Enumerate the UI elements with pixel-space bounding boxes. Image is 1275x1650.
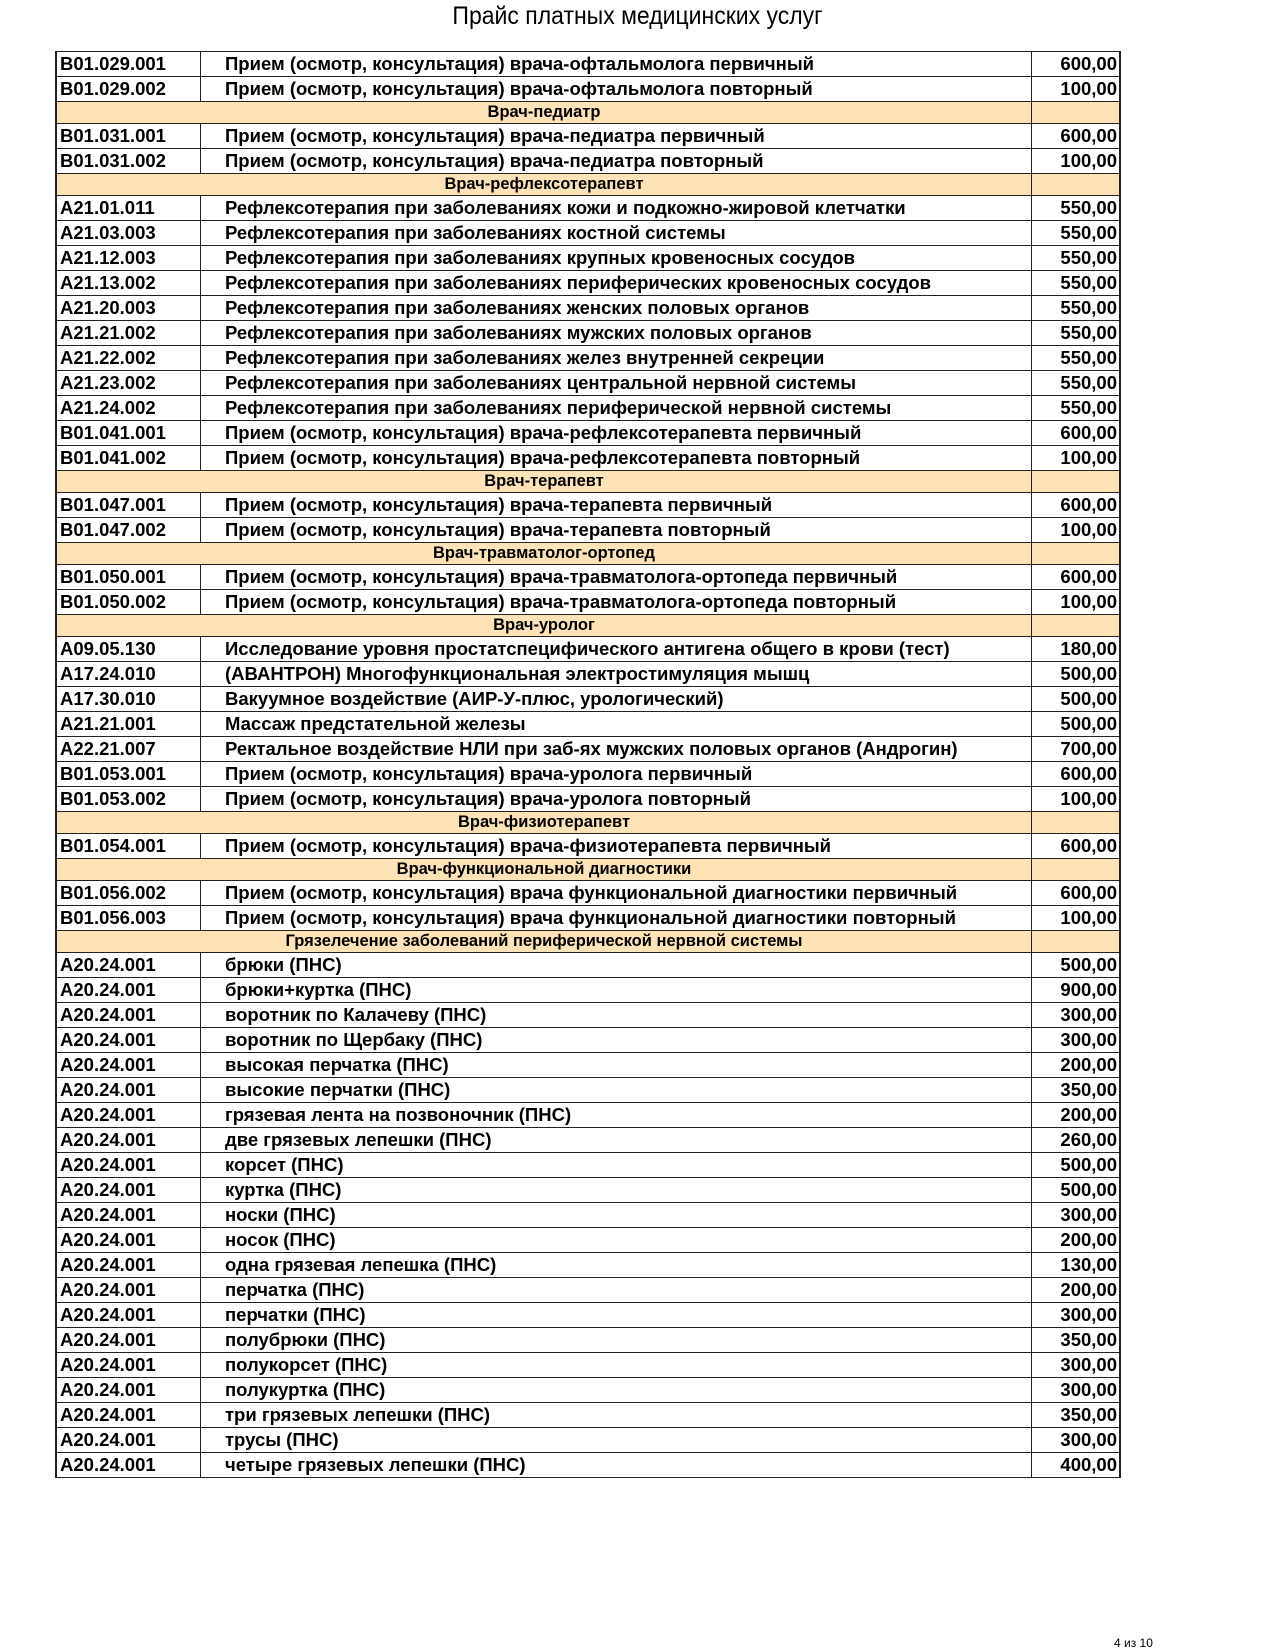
service-code: A21.23.002 bbox=[56, 371, 201, 396]
service-name: Прием (осмотр, консультация) врача функциональной диагностики первичный bbox=[201, 881, 1032, 906]
service-code: A20.24.001 bbox=[56, 1353, 201, 1378]
section-title: Врач-терапевт bbox=[56, 471, 1032, 493]
page-title: Прайс платных медицинских услуг bbox=[452, 2, 823, 30]
service-name: одна грязевая лепешка (ПНС) bbox=[201, 1253, 1032, 1278]
service-code: A21.22.002 bbox=[56, 346, 201, 371]
service-name: Прием (осмотр, консультация) врача-физиотерапевта первичный bbox=[201, 834, 1032, 859]
service-name: Рефлексотерапия при заболеваниях крупных кровеносных сосудов bbox=[201, 246, 1032, 271]
service-code: B01.029.002 bbox=[56, 77, 201, 102]
service-price: 130,00 bbox=[1032, 1253, 1121, 1278]
service-price: 550,00 bbox=[1032, 321, 1121, 346]
table-row bbox=[56, 1403, 1120, 1428]
service-code: A20.24.001 bbox=[56, 1103, 201, 1128]
service-code: B01.050.001 bbox=[56, 565, 201, 590]
service-price: 200,00 bbox=[1032, 1103, 1121, 1128]
service-price: 500,00 bbox=[1032, 1153, 1121, 1178]
service-code: A20.24.001 bbox=[56, 1403, 201, 1428]
table-row bbox=[56, 590, 1120, 615]
service-name: куртка (ПНС) bbox=[201, 1178, 1032, 1203]
service-price: 700,00 bbox=[1032, 737, 1121, 762]
price-table-body bbox=[56, 52, 1120, 1478]
service-name: Прием (осмотр, консультация) врача-уролога первичный bbox=[201, 762, 1032, 787]
service-price: 300,00 bbox=[1032, 1353, 1121, 1378]
section-title: Грязелечение заболеваний периферической нервной системы bbox=[56, 931, 1032, 953]
service-name: полукорсет (ПНС) bbox=[201, 1353, 1032, 1378]
table-row bbox=[56, 321, 1120, 346]
service-code: B01.029.001 bbox=[56, 52, 201, 77]
service-name: брюки+куртка (ПНС) bbox=[201, 978, 1032, 1003]
table-row bbox=[56, 1278, 1120, 1303]
service-name: Рефлексотерапия при заболеваниях кожи и подкожно-жировой клетчатки bbox=[201, 196, 1032, 221]
service-price: 550,00 bbox=[1032, 246, 1121, 271]
service-price: 600,00 bbox=[1032, 881, 1121, 906]
table-row bbox=[56, 687, 1120, 712]
service-name: корсет (ПНС) bbox=[201, 1153, 1032, 1178]
section-header-row bbox=[56, 174, 1120, 196]
service-code: A20.24.001 bbox=[56, 1053, 201, 1078]
service-code: A21.24.002 bbox=[56, 396, 201, 421]
service-name: перчатка (ПНС) bbox=[201, 1278, 1032, 1303]
service-price: 200,00 bbox=[1032, 1278, 1121, 1303]
service-price: 500,00 bbox=[1032, 1178, 1121, 1203]
service-name: трусы (ПНС) bbox=[201, 1428, 1032, 1453]
service-price: 350,00 bbox=[1032, 1328, 1121, 1353]
service-price: 300,00 bbox=[1032, 1003, 1121, 1028]
table-row bbox=[56, 1328, 1120, 1353]
table-row bbox=[56, 446, 1120, 471]
table-row bbox=[56, 371, 1120, 396]
service-price: 600,00 bbox=[1032, 421, 1121, 446]
service-code: A20.24.001 bbox=[56, 1453, 201, 1478]
service-name: Прием (осмотр, консультация) врача-терапевта повторный bbox=[201, 518, 1032, 543]
service-price: 100,00 bbox=[1032, 446, 1121, 471]
table-row bbox=[56, 1203, 1120, 1228]
service-name: носки (ПНС) bbox=[201, 1203, 1032, 1228]
service-price: 300,00 bbox=[1032, 1428, 1121, 1453]
service-name: Рефлексотерапия при заболеваниях периферических кровеносных сосудов bbox=[201, 271, 1032, 296]
table-row bbox=[56, 1128, 1120, 1153]
service-code: A21.21.001 bbox=[56, 712, 201, 737]
service-code: A09.05.130 bbox=[56, 637, 201, 662]
service-name: три грязевых лепешки (ПНС) bbox=[201, 1403, 1032, 1428]
service-price: 600,00 bbox=[1032, 565, 1121, 590]
service-code: A20.24.001 bbox=[56, 1003, 201, 1028]
service-price: 600,00 bbox=[1032, 762, 1121, 787]
service-price: 100,00 bbox=[1032, 906, 1121, 931]
service-name: Прием (осмотр, консультация) врача-офтальмолога первичный bbox=[201, 52, 1032, 77]
service-code: A20.24.001 bbox=[56, 1378, 201, 1403]
service-code: A20.24.001 bbox=[56, 1253, 201, 1278]
service-price: 600,00 bbox=[1032, 493, 1121, 518]
table-row bbox=[56, 396, 1120, 421]
service-name: (АВАНТРОН) Многофункциональная электростимуляция мышц bbox=[201, 662, 1032, 687]
table-row bbox=[56, 124, 1120, 149]
table-row bbox=[56, 1003, 1120, 1028]
service-name: высокие перчатки (ПНС) bbox=[201, 1078, 1032, 1103]
service-price: 100,00 bbox=[1032, 149, 1121, 174]
service-name: Исследование уровня простатспецифического антигена общего в крови (тест) bbox=[201, 637, 1032, 662]
service-code: A22.21.007 bbox=[56, 737, 201, 762]
service-code: B01.047.001 bbox=[56, 493, 201, 518]
table-row bbox=[56, 712, 1120, 737]
service-code: B01.041.001 bbox=[56, 421, 201, 446]
table-row bbox=[56, 52, 1120, 77]
service-name: Ректальное воздействие НЛИ при заб-ях мужских половых органов (Андрогин) bbox=[201, 737, 1032, 762]
service-code: B01.056.002 bbox=[56, 881, 201, 906]
service-price: 100,00 bbox=[1032, 518, 1121, 543]
service-price: 300,00 bbox=[1032, 1378, 1121, 1403]
table-row bbox=[56, 1178, 1120, 1203]
table-row bbox=[56, 1228, 1120, 1253]
service-name: Прием (осмотр, консультация) врача-педиатра повторный bbox=[201, 149, 1032, 174]
section-price-empty bbox=[1032, 812, 1121, 834]
service-price: 500,00 bbox=[1032, 662, 1121, 687]
service-name: брюки (ПНС) bbox=[201, 953, 1032, 978]
service-price: 100,00 bbox=[1032, 590, 1121, 615]
section-title: Врач-функциональной диагностики bbox=[56, 859, 1032, 881]
section-title: Врач-педиатр bbox=[56, 102, 1032, 124]
table-row bbox=[56, 762, 1120, 787]
service-code: B01.047.002 bbox=[56, 518, 201, 543]
service-code: A21.13.002 bbox=[56, 271, 201, 296]
service-code: A20.24.001 bbox=[56, 953, 201, 978]
service-price: 260,00 bbox=[1032, 1128, 1121, 1153]
table-row bbox=[56, 953, 1120, 978]
table-row bbox=[56, 1378, 1120, 1403]
section-price-empty bbox=[1032, 102, 1121, 124]
service-code: B01.041.002 bbox=[56, 446, 201, 471]
table-row bbox=[56, 1303, 1120, 1328]
section-title: Врач-уролог bbox=[56, 615, 1032, 637]
table-row bbox=[56, 77, 1120, 102]
section-header-row bbox=[56, 543, 1120, 565]
service-name: Прием (осмотр, консультация) врача-рефлексотерапевта первичный bbox=[201, 421, 1032, 446]
table-row bbox=[56, 1153, 1120, 1178]
section-price-empty bbox=[1032, 471, 1121, 493]
service-price: 100,00 bbox=[1032, 77, 1121, 102]
service-code: A20.24.001 bbox=[56, 1278, 201, 1303]
table-row bbox=[56, 271, 1120, 296]
service-code: A20.24.001 bbox=[56, 1428, 201, 1453]
service-price: 350,00 bbox=[1032, 1403, 1121, 1428]
service-name: Рефлексотерапия при заболеваниях мужских половых органов bbox=[201, 321, 1032, 346]
table-row bbox=[56, 421, 1120, 446]
service-code: A21.03.003 bbox=[56, 221, 201, 246]
service-name: Массаж предстательной железы bbox=[201, 712, 1032, 737]
service-name: Рефлексотерапия при заболеваниях желез внутренней секреции bbox=[201, 346, 1032, 371]
service-name: полукуртка (ПНС) bbox=[201, 1378, 1032, 1403]
service-code: A20.24.001 bbox=[56, 1328, 201, 1353]
service-name: Прием (осмотр, консультация) врача-офтальмолога повторный bbox=[201, 77, 1032, 102]
service-code: B01.053.002 bbox=[56, 787, 201, 812]
service-name: четыре грязевых лепешки (ПНС) bbox=[201, 1453, 1032, 1478]
table-row bbox=[56, 637, 1120, 662]
service-price: 900,00 bbox=[1032, 978, 1121, 1003]
table-row bbox=[56, 834, 1120, 859]
table-row bbox=[56, 196, 1120, 221]
service-name: Прием (осмотр, консультация) врача-травматолога-ортопеда первичный bbox=[201, 565, 1032, 590]
service-name: носок (ПНС) bbox=[201, 1228, 1032, 1253]
service-name: Рефлексотерапия при заболеваниях периферической нервной системы bbox=[201, 396, 1032, 421]
section-header-row bbox=[56, 102, 1120, 124]
service-price: 550,00 bbox=[1032, 396, 1121, 421]
service-code: A20.24.001 bbox=[56, 1153, 201, 1178]
service-name: две грязевых лепешки (ПНС) bbox=[201, 1128, 1032, 1153]
section-price-empty bbox=[1032, 174, 1121, 196]
section-header-row bbox=[56, 859, 1120, 881]
service-price: 550,00 bbox=[1032, 296, 1121, 321]
section-header-row bbox=[56, 812, 1120, 834]
service-price: 600,00 bbox=[1032, 834, 1121, 859]
service-name: полубрюки (ПНС) bbox=[201, 1328, 1032, 1353]
section-title: Врач-физиотерапевт bbox=[56, 812, 1032, 834]
service-name: Рефлексотерапия при заболеваниях костной системы bbox=[201, 221, 1032, 246]
table-row bbox=[56, 662, 1120, 687]
service-code: A17.30.010 bbox=[56, 687, 201, 712]
service-price: 350,00 bbox=[1032, 1078, 1121, 1103]
table-row bbox=[56, 346, 1120, 371]
table-row bbox=[56, 1078, 1120, 1103]
service-name: Прием (осмотр, консультация) врача функциональной диагностики повторный bbox=[201, 906, 1032, 931]
service-name: Прием (осмотр, консультация) врача-травматолога-ортопеда повторный bbox=[201, 590, 1032, 615]
table-row bbox=[56, 149, 1120, 174]
service-price: 300,00 bbox=[1032, 1203, 1121, 1228]
service-name: Рефлексотерапия при заболеваниях женских половых органов bbox=[201, 296, 1032, 321]
service-code: A21.12.003 bbox=[56, 246, 201, 271]
service-name: грязевая лента на позвоночник (ПНС) bbox=[201, 1103, 1032, 1128]
service-price: 500,00 bbox=[1032, 687, 1121, 712]
service-price: 550,00 bbox=[1032, 346, 1121, 371]
service-price: 300,00 bbox=[1032, 1028, 1121, 1053]
price-table bbox=[55, 51, 1121, 1478]
table-row bbox=[56, 246, 1120, 271]
service-code: A21.21.002 bbox=[56, 321, 201, 346]
service-code: B01.050.002 bbox=[56, 590, 201, 615]
page-indicator: 4 из 10 bbox=[1114, 1636, 1153, 1650]
service-name: воротник по Калачеву (ПНС) bbox=[201, 1003, 1032, 1028]
service-code: A17.24.010 bbox=[56, 662, 201, 687]
service-code: B01.056.003 bbox=[56, 906, 201, 931]
section-title: Врач-рефлексотерапевт bbox=[56, 174, 1032, 196]
section-header-row bbox=[56, 615, 1120, 637]
table-row bbox=[56, 565, 1120, 590]
service-name: высокая перчатка (ПНС) bbox=[201, 1053, 1032, 1078]
service-code: B01.031.001 bbox=[56, 124, 201, 149]
service-price: 500,00 bbox=[1032, 712, 1121, 737]
table-row bbox=[56, 906, 1120, 931]
service-price: 550,00 bbox=[1032, 221, 1121, 246]
service-code: A21.01.011 bbox=[56, 196, 201, 221]
service-name: Рефлексотерапия при заболеваниях центральной нервной системы bbox=[201, 371, 1032, 396]
service-code: A20.24.001 bbox=[56, 1303, 201, 1328]
table-row bbox=[56, 1053, 1120, 1078]
service-price: 180,00 bbox=[1032, 637, 1121, 662]
section-price-empty bbox=[1032, 931, 1121, 953]
service-price: 550,00 bbox=[1032, 271, 1121, 296]
table-row bbox=[56, 1453, 1120, 1478]
service-name: Прием (осмотр, консультация) врача-рефлексотерапевта повторный bbox=[201, 446, 1032, 471]
service-code: B01.053.001 bbox=[56, 762, 201, 787]
service-code: A20.24.001 bbox=[56, 1203, 201, 1228]
section-price-empty bbox=[1032, 543, 1121, 565]
service-price: 600,00 bbox=[1032, 52, 1121, 77]
service-price: 400,00 bbox=[1032, 1453, 1121, 1478]
service-price: 500,00 bbox=[1032, 953, 1121, 978]
service-code: A20.24.001 bbox=[56, 1028, 201, 1053]
service-price: 550,00 bbox=[1032, 371, 1121, 396]
service-price: 300,00 bbox=[1032, 1303, 1121, 1328]
service-price: 200,00 bbox=[1032, 1053, 1121, 1078]
service-code: A20.24.001 bbox=[56, 978, 201, 1003]
service-code: B01.031.002 bbox=[56, 149, 201, 174]
service-code: A20.24.001 bbox=[56, 1228, 201, 1253]
table-row bbox=[56, 881, 1120, 906]
section-title: Врач-травматолог-ортопед bbox=[56, 543, 1032, 565]
service-name: воротник по Щербаку (ПНС) bbox=[201, 1028, 1032, 1053]
service-code: A21.20.003 bbox=[56, 296, 201, 321]
section-header-row bbox=[56, 471, 1120, 493]
service-price: 600,00 bbox=[1032, 124, 1121, 149]
service-code: A20.24.001 bbox=[56, 1128, 201, 1153]
table-row bbox=[56, 978, 1120, 1003]
service-price: 100,00 bbox=[1032, 787, 1121, 812]
table-row bbox=[56, 296, 1120, 321]
service-price: 550,00 bbox=[1032, 196, 1121, 221]
service-name: Прием (осмотр, консультация) врача-терапевта первичный bbox=[201, 493, 1032, 518]
table-row bbox=[56, 1428, 1120, 1453]
service-name: Прием (осмотр, консультация) врача-педиатра первичный bbox=[201, 124, 1032, 149]
table-row bbox=[56, 221, 1120, 246]
table-row bbox=[56, 1103, 1120, 1128]
table-row bbox=[56, 787, 1120, 812]
section-header-row bbox=[56, 931, 1120, 953]
table-row bbox=[56, 737, 1120, 762]
service-price: 200,00 bbox=[1032, 1228, 1121, 1253]
service-code: A20.24.001 bbox=[56, 1178, 201, 1203]
section-price-empty bbox=[1032, 859, 1121, 881]
service-name: перчатки (ПНС) bbox=[201, 1303, 1032, 1328]
table-row bbox=[56, 1353, 1120, 1378]
table-row bbox=[56, 1253, 1120, 1278]
service-code: A20.24.001 bbox=[56, 1078, 201, 1103]
service-name: Вакуумное воздействие (АИР-У-плюс, урологический) bbox=[201, 687, 1032, 712]
service-code: B01.054.001 bbox=[56, 834, 201, 859]
table-row bbox=[56, 1028, 1120, 1053]
table-row bbox=[56, 493, 1120, 518]
service-name: Прием (осмотр, консультация) врача-уролога повторный bbox=[201, 787, 1032, 812]
section-price-empty bbox=[1032, 615, 1121, 637]
table-row bbox=[56, 518, 1120, 543]
